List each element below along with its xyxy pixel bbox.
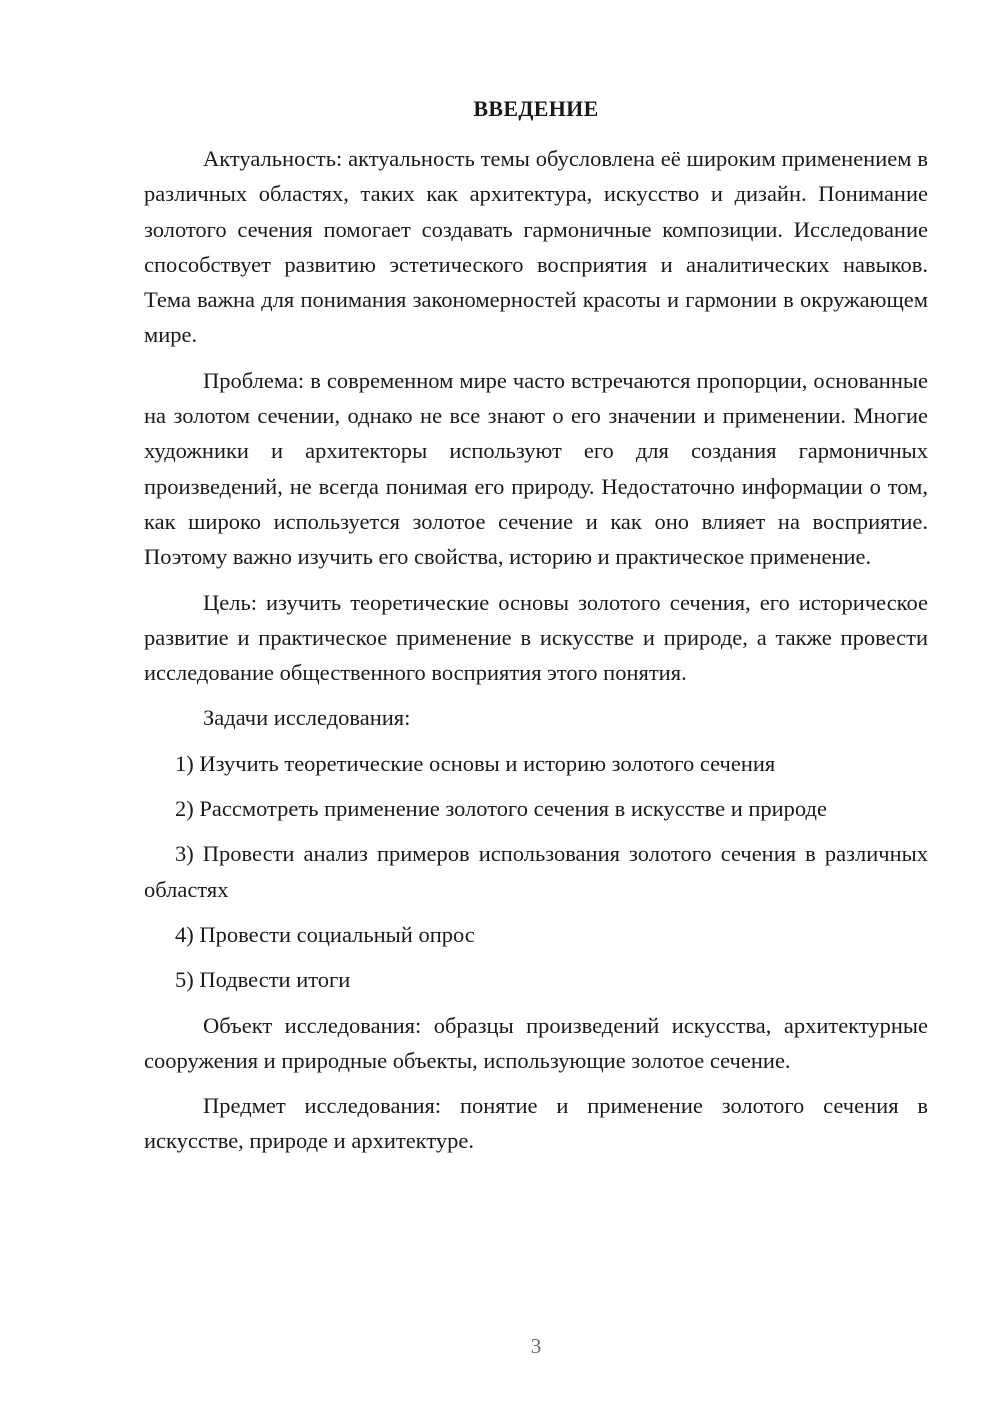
paragraph-subject: Предмет исследования: понятие и применение золотого сечения в искусстве, природе и архитектуре. [144,1093,928,1154]
paragraph-object: Объект исследования: образцы произведений искусства, архитектурные сооружения и природные объекты, использующие золотое сечение. [144,1012,928,1073]
document-body [144,141,928,1169]
list-item: 1) Изучить теоретические основы и историю золотого сечения [175,750,776,776]
page-number: 3 [530,1334,542,1358]
paragraph-relevance: Актуальность: актуальность темы обусловлена её широким применением в различных областях, таких как архитектура, искусство и дизайн. Понимание золотого сечения помогает создавать гармоничные композиции. Исследование способствует развитию эстетического восприятия и аналитических навыков. Тема важна для понимания закономерностей красоты и гармонии в окружающем мире. [144,146,928,348]
paragraph-tasks-heading: Задачи исследования: [203,705,411,731]
list-item: 5) Подвести итоги [175,967,351,993]
paragraph-problem: Проблема: в современном мире часто встречаются пропорции, основанные на золотом сечении, однако не все знают о его значении и применении. Многие художники и архитекторы используют его для создания гармоничных произведений, не всегда понимая его природу. Недостаточно информации о том, как широко используется золотое сечение и как оно влияет на восприятие. Поэтому важно изучить его свойства, историю и практическое применение. [144,367,928,570]
list-item: 2) Рассмотреть применение золотого сечения в искусстве и природе [175,796,827,822]
page-title: ВВЕДЕНИЕ [473,96,599,121]
list-item: 3) Провести анализ примеров использования золотого сечения в различных областях [144,841,928,902]
paragraph-goal: Цель: изучить теоретические основы золотого сечения, его историческое развитие и практическое применение в искусстве и природе, а также провести исследование общественного восприятия этого понятия. [144,589,928,686]
list-item: 4) Провести социальный опрос [175,921,475,947]
